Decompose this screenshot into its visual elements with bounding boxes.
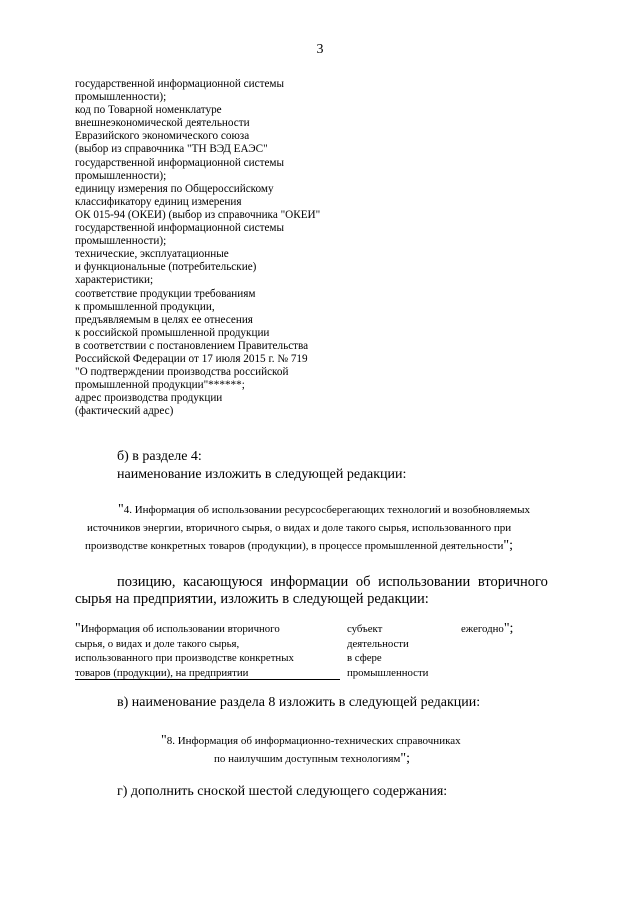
quote-open: " bbox=[75, 621, 81, 636]
quote-close: "; bbox=[503, 621, 514, 636]
field-list-line: предъявляемым в целях ее отнесения bbox=[75, 313, 253, 326]
cell-line: использованного при производстве конкретных bbox=[75, 652, 294, 664]
field-list-line: в соответствии с постановлением Правительства bbox=[75, 339, 309, 352]
field-list-line: характеристики; bbox=[75, 274, 154, 287]
cell-line: субъект bbox=[347, 623, 383, 635]
field-list-line: (выбор из справочника "ТН ВЭД ЕАЭС" bbox=[75, 143, 268, 156]
field-list-line: адрес производства продукции bbox=[75, 392, 223, 405]
section-4-quote bbox=[85, 501, 530, 556]
quote-close: "; bbox=[400, 751, 410, 766]
position-paragraph-line: сырья на предприятии, изложить в следующей редакции: bbox=[75, 591, 429, 607]
field-list-line: Российской Федерации от 17 июля 2015 г. № 719 bbox=[75, 352, 308, 365]
table-rule bbox=[75, 679, 340, 680]
quote-line: производстве конкретных товаров (продукции), в процессе промышленной деятельности bbox=[85, 540, 504, 552]
field-list bbox=[75, 78, 320, 418]
field-list-line: промышленности); bbox=[75, 169, 167, 182]
quote-close: "; bbox=[503, 538, 514, 553]
field-list-line: код по Товарной номенклатуре bbox=[75, 104, 222, 117]
field-list-line: единицу измерения по Общероссийскому bbox=[75, 182, 274, 195]
quote-line: 8. Информация об информационно-технических справочниках bbox=[166, 735, 461, 747]
field-list-line: к российской промышленной продукции bbox=[75, 326, 270, 339]
field-list-line: и функциональные (потребительские) bbox=[75, 261, 257, 274]
field-list-line: (фактический адрес) bbox=[75, 405, 174, 418]
field-list-line: "О подтверждении производства российской bbox=[75, 366, 289, 379]
quote-line: источников энергии, вторичного сырья, о видах и доле такого сырья, использованного при bbox=[87, 521, 512, 534]
table-cell-subject bbox=[347, 622, 428, 680]
field-list-line: соответствие продукции требованиям bbox=[75, 287, 256, 300]
field-list-line: промышленной продукции"******; bbox=[75, 379, 245, 392]
cell-line: сырья, о видах и доле такого сырья, bbox=[75, 637, 240, 650]
position-paragraph-line: позицию, касающуюся информации об использовании вторичного bbox=[117, 574, 548, 590]
field-list-line: государственной информационной системы bbox=[75, 156, 285, 169]
quote-open: " bbox=[161, 733, 167, 748]
item-b-heading: б) в разделе 4: bbox=[117, 449, 202, 464]
cell-line: товаров (продукции), на предприятии bbox=[75, 666, 249, 679]
field-list-line: промышленности); bbox=[75, 235, 167, 248]
field-list-line: внешнеэкономической деятельности bbox=[75, 117, 250, 130]
field-list-line: классификатору единиц измерения bbox=[75, 195, 242, 208]
cell-line: ежегодно bbox=[461, 623, 504, 635]
page-number: 3 bbox=[316, 42, 324, 57]
field-list-line: промышленности); bbox=[75, 91, 167, 104]
cell-line: промышленности bbox=[347, 666, 429, 679]
table-cell-name bbox=[75, 622, 294, 680]
item-b-instruction: наименование изложить в следующей редакции: bbox=[117, 467, 407, 482]
item-v: в) наименование раздела 8 изложить в следующей редакции: bbox=[117, 695, 481, 710]
field-list-line: ОК 015-94 (ОКЕИ) (выбор из справочника "ОКЕИ" bbox=[75, 208, 321, 221]
field-list-line: Евразийского экономического союза bbox=[75, 130, 250, 143]
quote-open: " bbox=[118, 502, 124, 517]
cell-line: Информация об использовании вторичного bbox=[80, 623, 280, 635]
item-g: г) дополнить сноской шестой следующего содержания: bbox=[117, 784, 448, 799]
field-list-line: к промышленной продукции, bbox=[75, 300, 215, 313]
field-list-line: технические, эксплуатационные bbox=[75, 248, 229, 261]
quote-line: по наилучшим доступным технологиям bbox=[214, 753, 401, 765]
field-list-line: государственной информационной системы bbox=[75, 222, 285, 235]
cell-line: деятельности bbox=[347, 637, 409, 650]
field-list-line: государственной информационной системы bbox=[75, 78, 285, 90]
cell-line: в сфере bbox=[347, 652, 382, 664]
quote-line: 4. Информация об использовании ресурсосберегающих технологий и возобновляемых bbox=[123, 504, 531, 516]
table-cell-period bbox=[461, 622, 513, 637]
section-8-quote bbox=[161, 732, 461, 768]
